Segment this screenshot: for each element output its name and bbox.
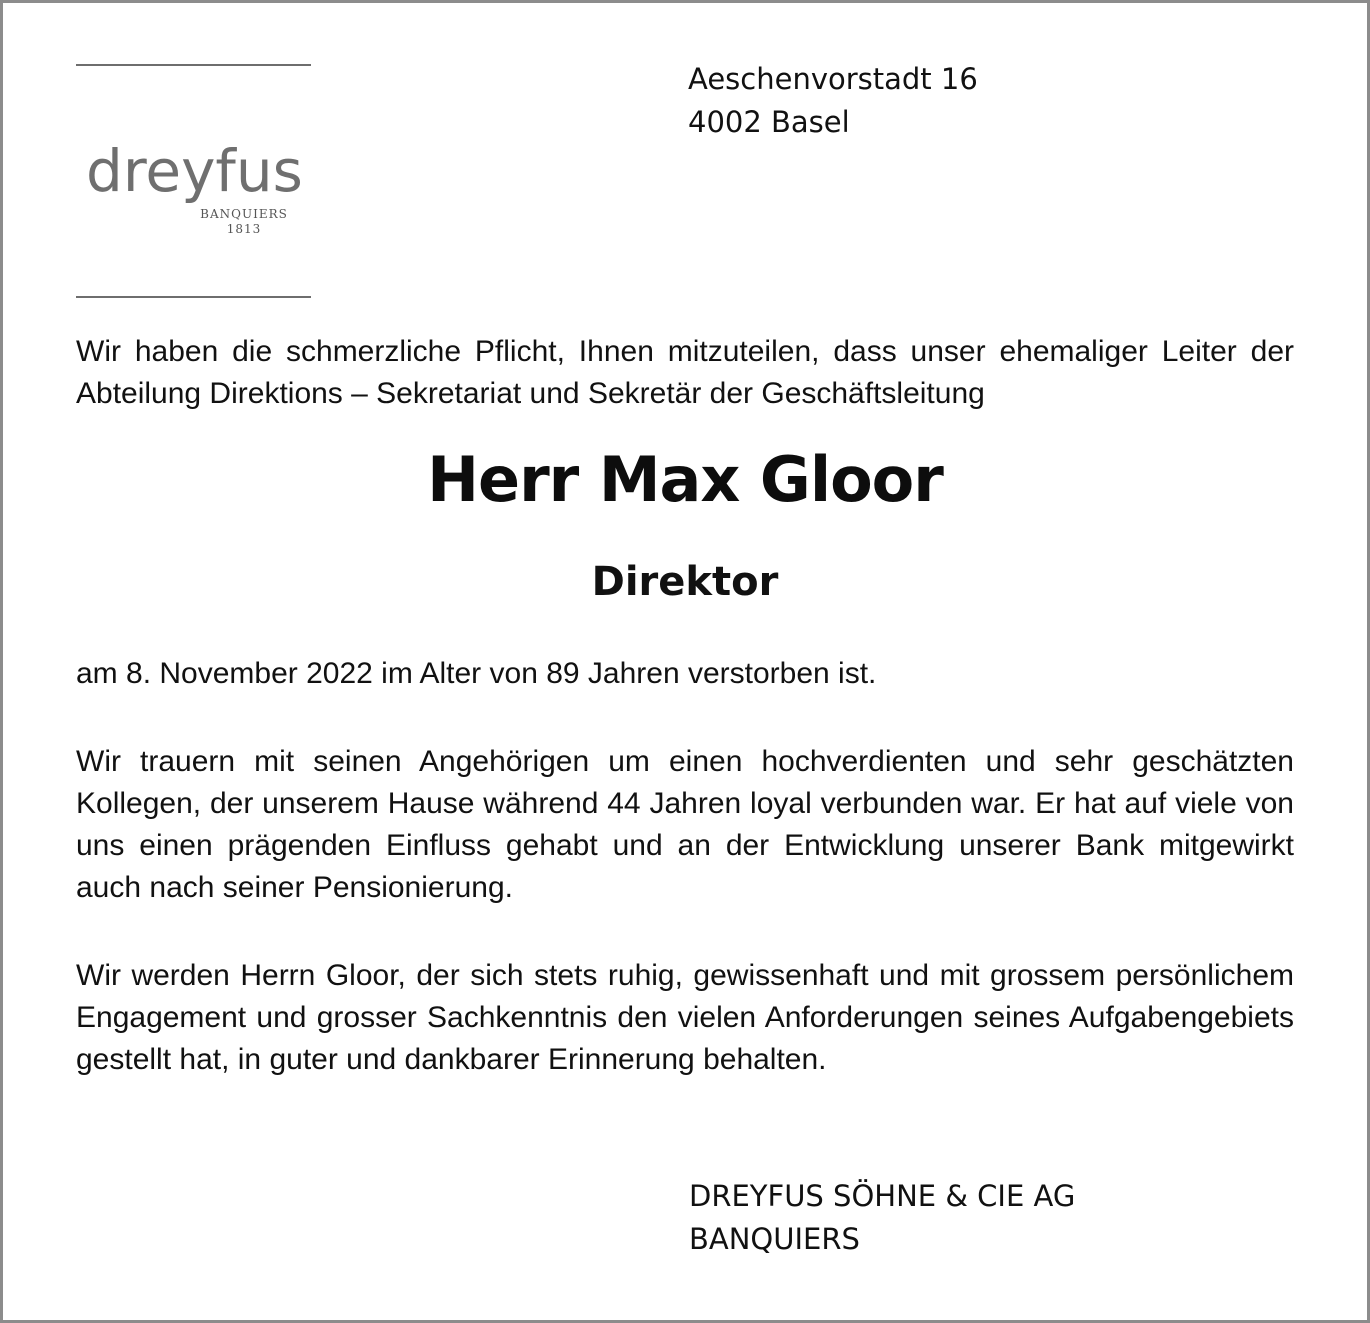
address-city: 4002 Basel [688,105,850,139]
death-statement: am 8. November 2022 im Alter von 89 Jahren verstorben ist. [76,657,877,690]
remembrance-paragraph: Wir werden Herrn Gloor, der sich stets ruhig, gewissenhaft und mit grossem persönlichem Engagement und grosser Sachkenntnis den vielen Anforderungen seines Aufgabengebiets gestellt hat, in guter und dankbarer Erinnerung behalten. [76,959,1294,1076]
logo-top-rule [76,64,311,66]
deceased-title: Direktor [591,559,779,605]
deceased-name: Herr Max Gloor [427,443,943,516]
address-block [688,58,978,144]
signature-block [689,1175,1075,1261]
logo-wordmark: dreyfus [86,137,303,205]
tribute-paragraph: Wir trauern mit seinen Angehörigen um einen hochverdienten und sehr geschätzten Kollegen, der unserem Hause während 44 Jahren loyal verbunden war. Er hat auf viele von uns einen prägenden Einfluss gehabt und an der Entwicklung unserer Bank mitgewirkt auch nach seiner Pensionierung. [76,745,1294,904]
logo-subtitle-block [190,207,298,237]
dreyfus-logo [86,133,306,243]
logo-bottom-rule [76,296,311,298]
address-street: Aeschenvorstadt 16 [688,62,978,96]
intro-paragraph: Wir haben die schmerzliche Pflicht, Ihnen mitzuteilen, dass unser ehemaliger Leiter der Abteilung Direktions – Sekretariat und Sekretär der Geschäftsleitung [76,335,1294,410]
logo-year: 1813 [226,222,262,236]
signature-company: DREYFUS SÖHNE & CIE AG [689,1179,1076,1213]
logo-subtitle: BANQUIERS [200,207,288,221]
signature-subtitle: BANQUIERS [689,1222,860,1256]
